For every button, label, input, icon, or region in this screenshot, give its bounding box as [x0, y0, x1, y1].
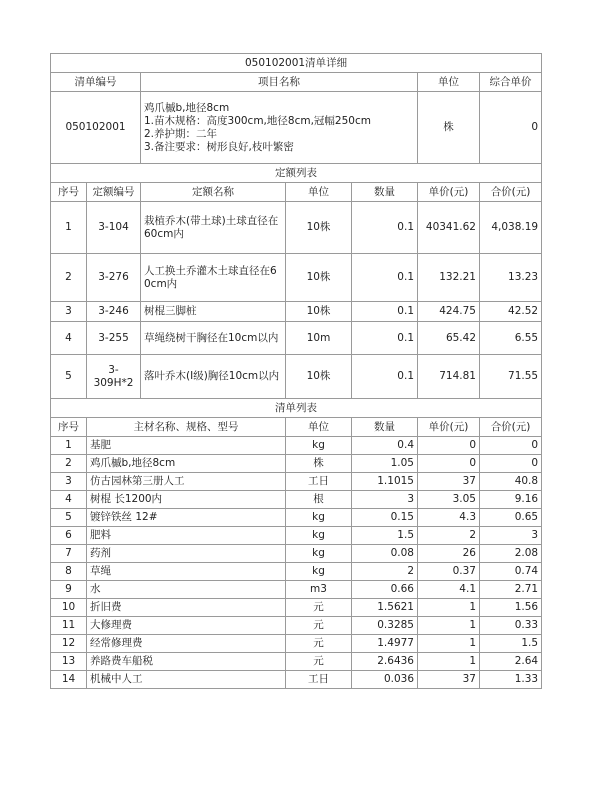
quota-price: 714.81: [418, 355, 480, 399]
quota-total: 13.23: [480, 254, 542, 302]
quota-price: 65.42: [418, 322, 480, 355]
bill-detail-table: [50, 53, 542, 689]
material-price: 37: [418, 473, 480, 491]
material-qty: 0.3285: [352, 617, 418, 635]
quota-qty-header: 数量: [352, 183, 418, 202]
material-row: [51, 617, 542, 635]
material-name: 仿古园林第三册人工: [87, 473, 286, 491]
material-section-title: 清单列表: [51, 399, 542, 418]
material-seq: 10: [51, 599, 87, 617]
material-price: 1: [418, 635, 480, 653]
material-qty: 1.4977: [352, 635, 418, 653]
quota-name: 草绳绕树干胸径在10cm以内: [141, 322, 286, 355]
bill-desc-line: 3.备注要求：树形良好,枝叶繁密: [144, 140, 294, 153]
material-seq: 3: [51, 473, 87, 491]
material-row: [51, 599, 542, 617]
material-seq: 4: [51, 491, 87, 509]
material-price: 3.05: [418, 491, 480, 509]
quota-unit: 10株: [286, 202, 352, 254]
material-total: 3: [480, 527, 542, 545]
quota-price: 40341.62: [418, 202, 480, 254]
material-row: [51, 671, 542, 689]
material-unit: 元: [286, 599, 352, 617]
material-total: 2.08: [480, 545, 542, 563]
quota-seq: 1: [51, 202, 87, 254]
material-seq: 6: [51, 527, 87, 545]
material-unit: kg: [286, 437, 352, 455]
material-unit: kg: [286, 563, 352, 581]
material-unit: m3: [286, 581, 352, 599]
material-qty: 0.036: [352, 671, 418, 689]
material-name: 树棍 长1200内: [87, 491, 286, 509]
quota-section-title: 定额列表: [51, 164, 542, 183]
material-qty: 0.15: [352, 509, 418, 527]
material-name-header: 主材名称、规格、型号: [87, 418, 286, 437]
material-name: 大修理费: [87, 617, 286, 635]
material-price: 1: [418, 653, 480, 671]
material-name: 折旧费: [87, 599, 286, 617]
material-price: 1: [418, 617, 480, 635]
quota-unit: 10株: [286, 254, 352, 302]
material-seq: 1: [51, 437, 87, 455]
table-title: 050102001清单详细: [51, 54, 542, 73]
material-total: 0.65: [480, 509, 542, 527]
material-price-header: 单价(元): [418, 418, 480, 437]
quota-row: [51, 322, 542, 355]
material-seq: 13: [51, 653, 87, 671]
material-unit: 株: [286, 455, 352, 473]
material-name: 经常修理费: [87, 635, 286, 653]
material-unit: 元: [286, 635, 352, 653]
bill-code: 050102001: [51, 92, 141, 164]
material-name: 鸡爪槭b,地径8cm: [87, 455, 286, 473]
material-name: 镀锌铁丝 12#: [87, 509, 286, 527]
quota-name: 栽植乔木(带土球)土球直径在60cm内: [141, 202, 286, 254]
quota-code-header: 定额编号: [87, 183, 141, 202]
material-total: 2.64: [480, 653, 542, 671]
material-qty: 0.4: [352, 437, 418, 455]
material-row: [51, 437, 542, 455]
quota-seq-header: 序号: [51, 183, 87, 202]
material-row: [51, 545, 542, 563]
bill-unit: 株: [418, 92, 480, 164]
material-total: 1.56: [480, 599, 542, 617]
quota-code: 3-246: [87, 302, 141, 322]
quota-seq: 4: [51, 322, 87, 355]
material-price: 4.3: [418, 509, 480, 527]
material-seq: 7: [51, 545, 87, 563]
material-qty: 0.08: [352, 545, 418, 563]
material-qty: 3: [352, 491, 418, 509]
material-total: 40.8: [480, 473, 542, 491]
material-unit: 元: [286, 617, 352, 635]
material-qty: 2.6436: [352, 653, 418, 671]
material-seq: 11: [51, 617, 87, 635]
material-seq: 9: [51, 581, 87, 599]
bill-desc-line: 1.苗木规格：高度300cm,地径8cm,冠幅250cm: [144, 114, 371, 127]
material-name: 草绳: [87, 563, 286, 581]
material-row: [51, 509, 542, 527]
quota-row: [51, 202, 542, 254]
material-qty: 0.66: [352, 581, 418, 599]
quota-seq: 3: [51, 302, 87, 322]
bill-desc-line: 鸡爪槭b,地径8cm: [144, 101, 230, 114]
quota-price-header: 单价(元): [418, 183, 480, 202]
quota-name: 人工换土乔灌木土球直径在60cm内: [141, 254, 286, 302]
bill-desc-line: 2.养护期：二年: [144, 127, 218, 140]
material-row: [51, 563, 542, 581]
material-seq: 2: [51, 455, 87, 473]
quota-seq: 2: [51, 254, 87, 302]
material-row: [51, 473, 542, 491]
quota-seq: 5: [51, 355, 87, 399]
material-total: 0.74: [480, 563, 542, 581]
quota-code: 3-309H*2: [87, 355, 141, 399]
bill-description: [141, 92, 418, 164]
bill-price: 0: [480, 92, 542, 164]
material-row: [51, 527, 542, 545]
material-price: 37: [418, 671, 480, 689]
quota-code: 3-255: [87, 322, 141, 355]
quota-total: 4,038.19: [480, 202, 542, 254]
material-row: [51, 581, 542, 599]
material-total: 2.71: [480, 581, 542, 599]
quota-row: [51, 355, 542, 399]
material-total: 9.16: [480, 491, 542, 509]
bill-name-header: 项目名称: [141, 73, 418, 92]
material-unit: 工日: [286, 671, 352, 689]
material-qty: 1.05: [352, 455, 418, 473]
quota-row: [51, 254, 542, 302]
material-total: 0: [480, 437, 542, 455]
bill-unit-header: 单位: [418, 73, 480, 92]
quota-code: 3-104: [87, 202, 141, 254]
material-unit: 根: [286, 491, 352, 509]
quota-name-header: 定额名称: [141, 183, 286, 202]
quota-price: 424.75: [418, 302, 480, 322]
quota-qty: 0.1: [352, 302, 418, 322]
material-price: 1: [418, 599, 480, 617]
material-unit: 元: [286, 653, 352, 671]
material-qty: 1.5: [352, 527, 418, 545]
material-row: [51, 653, 542, 671]
material-name: 水: [87, 581, 286, 599]
material-seq: 14: [51, 671, 87, 689]
quota-unit-header: 单位: [286, 183, 352, 202]
material-name: 药剂: [87, 545, 286, 563]
material-unit-header: 单位: [286, 418, 352, 437]
material-unit: 工日: [286, 473, 352, 491]
material-price: 2: [418, 527, 480, 545]
material-seq-header: 序号: [51, 418, 87, 437]
quota-qty: 0.1: [352, 254, 418, 302]
material-total: 1.33: [480, 671, 542, 689]
quota-unit: 10株: [286, 302, 352, 322]
material-qty: 2: [352, 563, 418, 581]
bill-code-header: 清单编号: [51, 73, 141, 92]
material-name: 基肥: [87, 437, 286, 455]
quota-total: 71.55: [480, 355, 542, 399]
material-total: 1.5: [480, 635, 542, 653]
material-total-header: 合价(元): [480, 418, 542, 437]
material-name: 养路费车船税: [87, 653, 286, 671]
bill-price-header: 综合单价: [480, 73, 542, 92]
quota-name: 落叶乔木(I级)胸径10cm以内: [141, 355, 286, 399]
material-seq: 8: [51, 563, 87, 581]
material-row: [51, 455, 542, 473]
material-unit: kg: [286, 545, 352, 563]
material-name: 机械中人工: [87, 671, 286, 689]
material-qty: 1.1015: [352, 473, 418, 491]
material-price: 0.37: [418, 563, 480, 581]
material-unit: kg: [286, 509, 352, 527]
material-seq: 12: [51, 635, 87, 653]
material-section-row: [51, 399, 542, 418]
material-price: 0: [418, 455, 480, 473]
quota-qty: 0.1: [352, 355, 418, 399]
material-name: 肥料: [87, 527, 286, 545]
quota-price: 132.21: [418, 254, 480, 302]
quota-total-header: 合价(元): [480, 183, 542, 202]
material-price: 26: [418, 545, 480, 563]
material-header-row: [51, 418, 542, 437]
material-qty: 1.5621: [352, 599, 418, 617]
quota-total: 42.52: [480, 302, 542, 322]
material-unit: kg: [286, 527, 352, 545]
material-total: 0.33: [480, 617, 542, 635]
material-total: 0: [480, 455, 542, 473]
quota-code: 3-276: [87, 254, 141, 302]
material-row: [51, 491, 542, 509]
quota-total: 6.55: [480, 322, 542, 355]
quota-row: [51, 302, 542, 322]
material-price: 0: [418, 437, 480, 455]
material-qty-header: 数量: [352, 418, 418, 437]
quota-qty: 0.1: [352, 322, 418, 355]
quota-unit: 10m: [286, 322, 352, 355]
quota-unit: 10株: [286, 355, 352, 399]
quota-qty: 0.1: [352, 202, 418, 254]
material-row: [51, 635, 542, 653]
material-seq: 5: [51, 509, 87, 527]
material-price: 4.1: [418, 581, 480, 599]
quota-name: 树棍三脚桩: [141, 302, 286, 322]
